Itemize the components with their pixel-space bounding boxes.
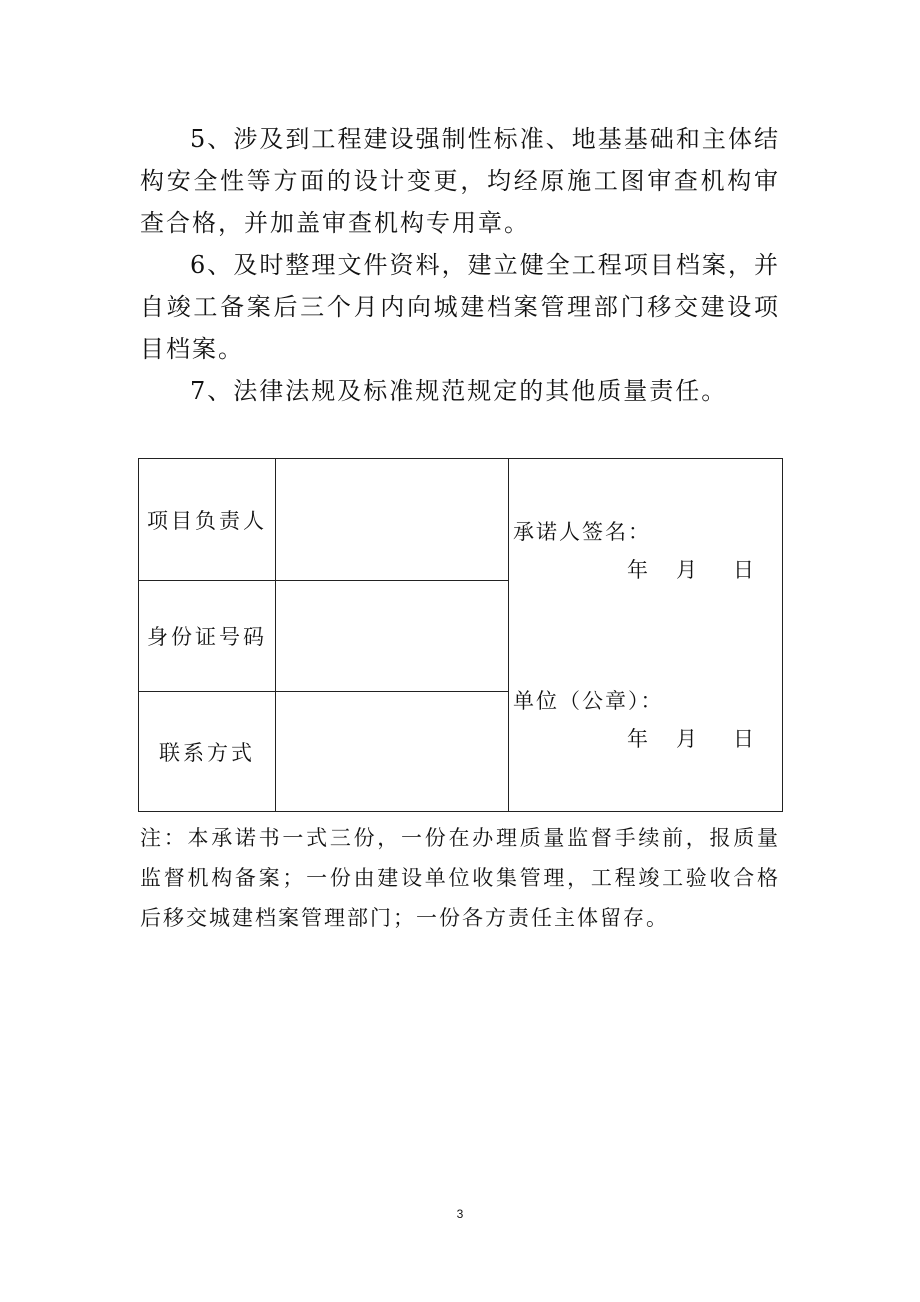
seal-day: 日 <box>733 727 756 751</box>
signature-seal-cell <box>509 459 783 812</box>
seal-title: 单位（公章）： <box>513 689 664 713</box>
page-number: 3 <box>456 1207 464 1221</box>
clause-5: 5、涉及到工程建设强制性标准、地基基础和主体结构安全性等方面的设计变更，均经原施工图审查机构审查合格，并加盖审查机构专用章。 <box>140 125 780 237</box>
seal-month: 月 <box>676 727 699 751</box>
seal-date[interactable] <box>513 723 782 753</box>
signature-title: 承诺人签名： <box>513 520 651 544</box>
signature-day: 日 <box>733 558 756 582</box>
project-leader-label: 项目负责人 <box>139 459 276 581</box>
commitment-table <box>138 458 783 812</box>
note-text: 注：本承诺书一式三份，一份在办理质量监督手续前，报质量监督机构备案；一份由建设单位收集管理，工程竣工验收合格后移交城建档案管理部门；一份各方责任主体留存。 <box>140 826 780 930</box>
seal-block <box>513 685 782 753</box>
commitment-table-wrapper <box>138 458 782 811</box>
seal-year: 年 <box>627 727 650 751</box>
project-leader-field[interactable] <box>276 459 509 581</box>
signature-block <box>513 516 782 584</box>
signature-date[interactable] <box>513 554 782 584</box>
id-number-field[interactable] <box>276 581 509 692</box>
contact-label: 联系方式 <box>139 692 276 812</box>
clause-6: 6、及时整理文件资料，建立健全工程项目档案，并自竣工备案后三个月内向城建档案管理部门移交建设项目档案。 <box>140 251 780 363</box>
clause-7: 7、法律法规及标准规范规定的其他质量责任。 <box>190 377 728 405</box>
contact-field[interactable] <box>276 692 509 812</box>
id-number-label: 身份证号码 <box>139 581 276 692</box>
signature-year: 年 <box>627 558 650 582</box>
commitment-clauses <box>140 118 780 412</box>
signature-month: 月 <box>676 558 699 582</box>
